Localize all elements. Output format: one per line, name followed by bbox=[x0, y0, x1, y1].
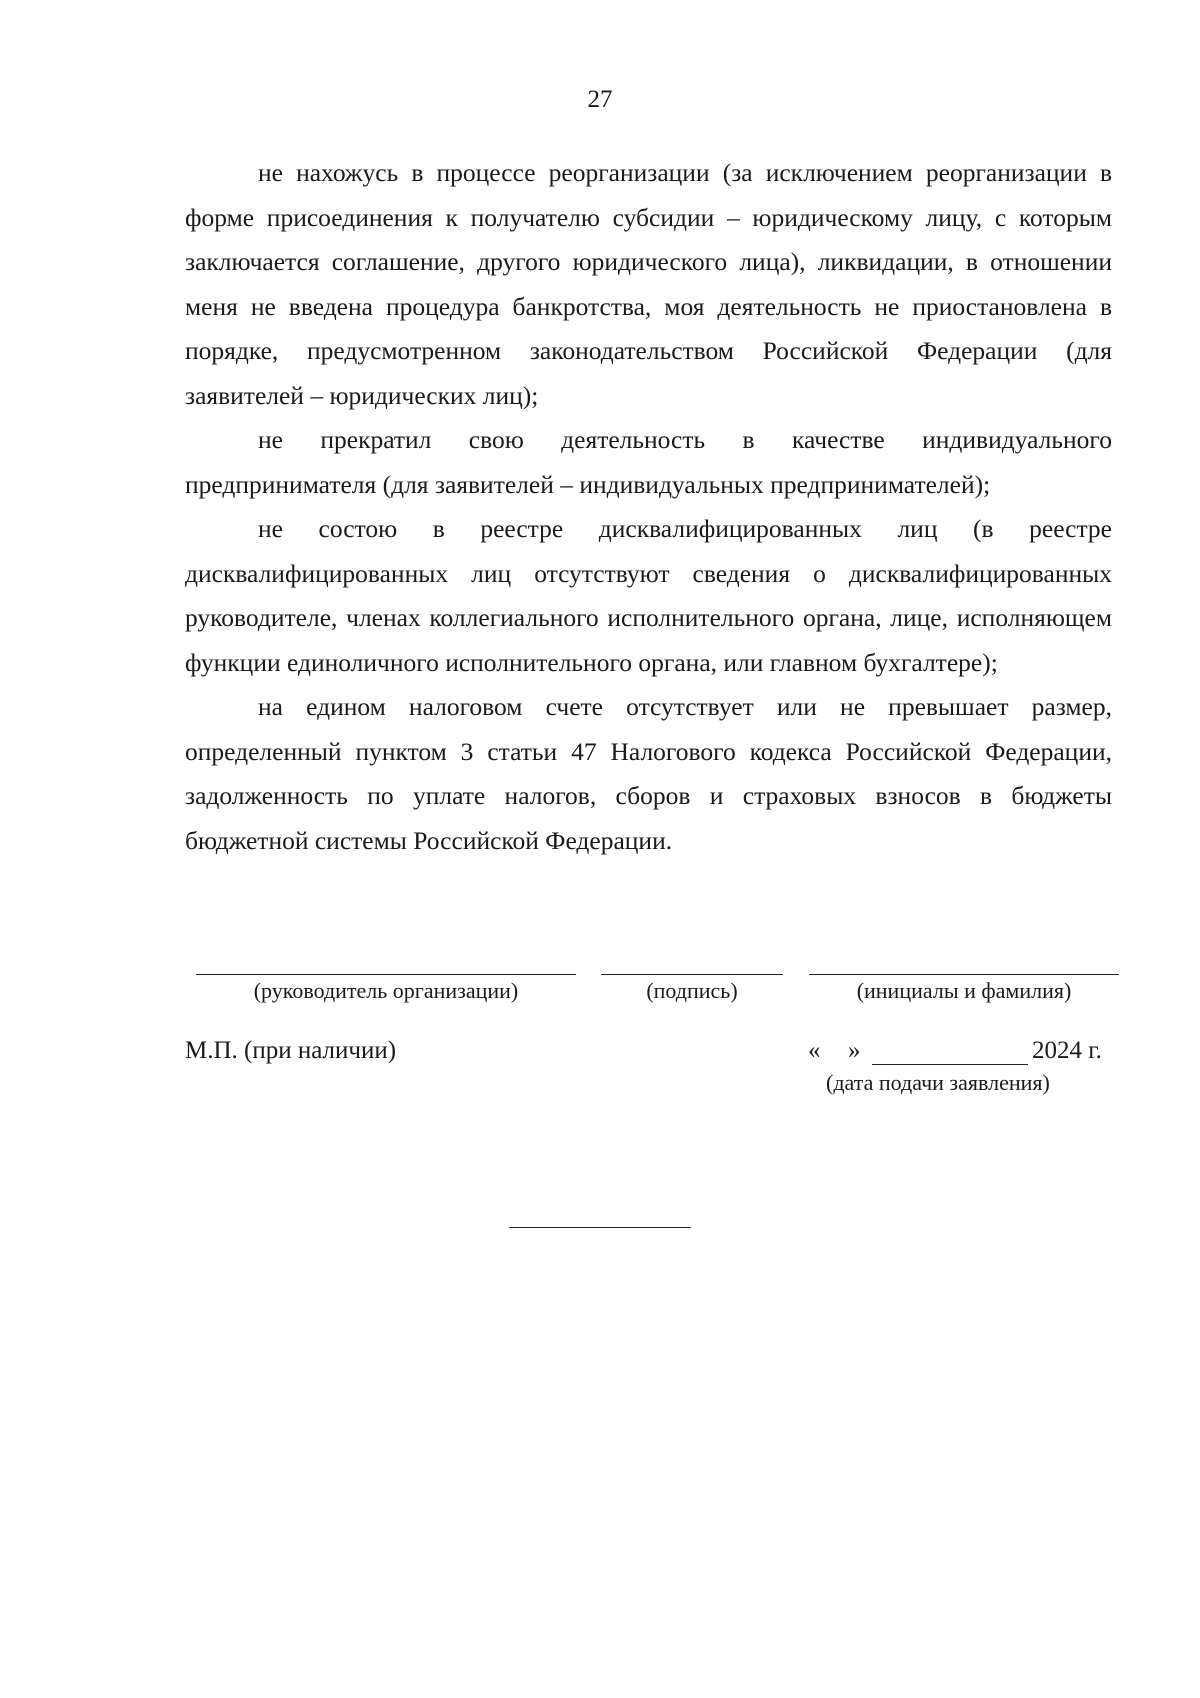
name-signature-line bbox=[809, 974, 1119, 975]
signature-line bbox=[601, 974, 783, 975]
page-number: 27 bbox=[587, 86, 613, 113]
date-caption: (дата подачи заявления) bbox=[826, 1070, 1050, 1095]
date-open-quote: « bbox=[808, 1037, 821, 1064]
date-year: 2024 г. bbox=[1032, 1037, 1102, 1064]
document-body bbox=[185, 151, 1112, 863]
name-caption: (инициалы и фамилия) bbox=[856, 978, 1072, 1003]
paragraph-reorganization: не нахожусь в процессе реорганизации (за исключением реорганизации в форме присоединения к получателю субсидии – юридическому лицу, с которым заключается соглашение, другого юридического лица), ликвидации, в отношении меня не введена процедура банкротства, моя деятельность не приостановлена в порядке, предусмотренном законодательством Российской Федерации (для заявителей – юридических лиц); bbox=[185, 158, 1112, 410]
date-close-quote: » bbox=[848, 1037, 861, 1064]
paragraph-disqualified-registry: не состою в реестре дисквалифицированных лиц (в реестре дисквалифицированных лиц отсутствуют сведения о дисквалифицированных руководителе, членах коллегиального исполнительного органа, лице, исполняющем функции единоличного исполнительного органа, или главном бухгалтере); bbox=[185, 514, 1112, 677]
head-caption: (руководитель организации) bbox=[253, 978, 519, 1003]
date-month-line bbox=[872, 1064, 1028, 1065]
paragraph-entrepreneur: не прекратил свою деятельность в качестве индивидуального предпринимателя (для заявителей – индивидуальных предпринимателей); bbox=[185, 425, 1112, 499]
paragraph-tax-debt: на едином налоговом счете отсутствует или не превышает размер, определенный пунктом 3 статьи 47 Налогового кодекса Российской Федерации, задолженность по уплате налогов, сборов и страховых взносов в бюджеты бюджетной системы Российской Федерации. bbox=[185, 692, 1112, 855]
stamp-label: М.П. (при наличии) bbox=[185, 1037, 397, 1064]
signature-caption: (подпись) bbox=[646, 978, 738, 1003]
end-divider bbox=[509, 1227, 691, 1228]
head-signature-line bbox=[196, 974, 576, 975]
